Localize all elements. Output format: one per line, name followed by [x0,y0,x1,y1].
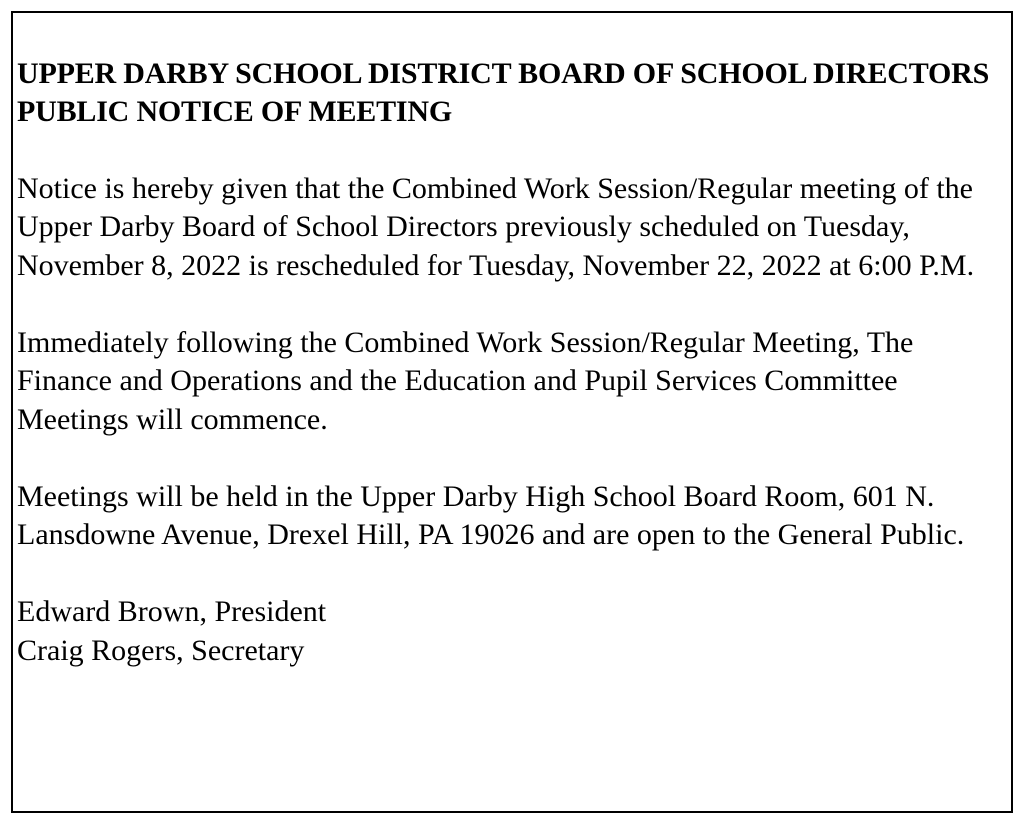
notice-paragraph-committees: Immediately following the Combined Work Session/Regular Meeting, The Finance and Operations and the Education and Pupil Services Committee Meetings will commence. [17,325,914,436]
notice-box [11,11,1013,813]
spacer [17,555,1012,594]
notice-content [17,55,1012,670]
notice-paragraph-location: Meetings will be held in the Upper Darby High School Board Room, 601 N. Lansdowne Avenue, Drexel Hill, PA 19026 and are open to the General Public. [17,479,965,551]
spacer [17,131,1012,170]
notice-paragraph-reschedule: Notice is hereby given that the Combined Work Session/Regular meeting of the Upper Darby Board of School Directors previously scheduled on Tuesday, November 8, 2022 is rescheduled for Tuesday, November 22, 2022 at 6:00 P.M. [17,171,975,282]
spacer [17,439,1012,478]
notice-title: UPPER DARBY SCHOOL DISTRICT BOARD OF SCHOOL DIRECTORS PUBLIC NOTICE OF MEETING [17,57,990,128]
spacer [17,285,1012,324]
signature-president: Edward Brown, President [17,595,327,628]
signature-secretary: Craig Rogers, Secretary [17,633,305,667]
